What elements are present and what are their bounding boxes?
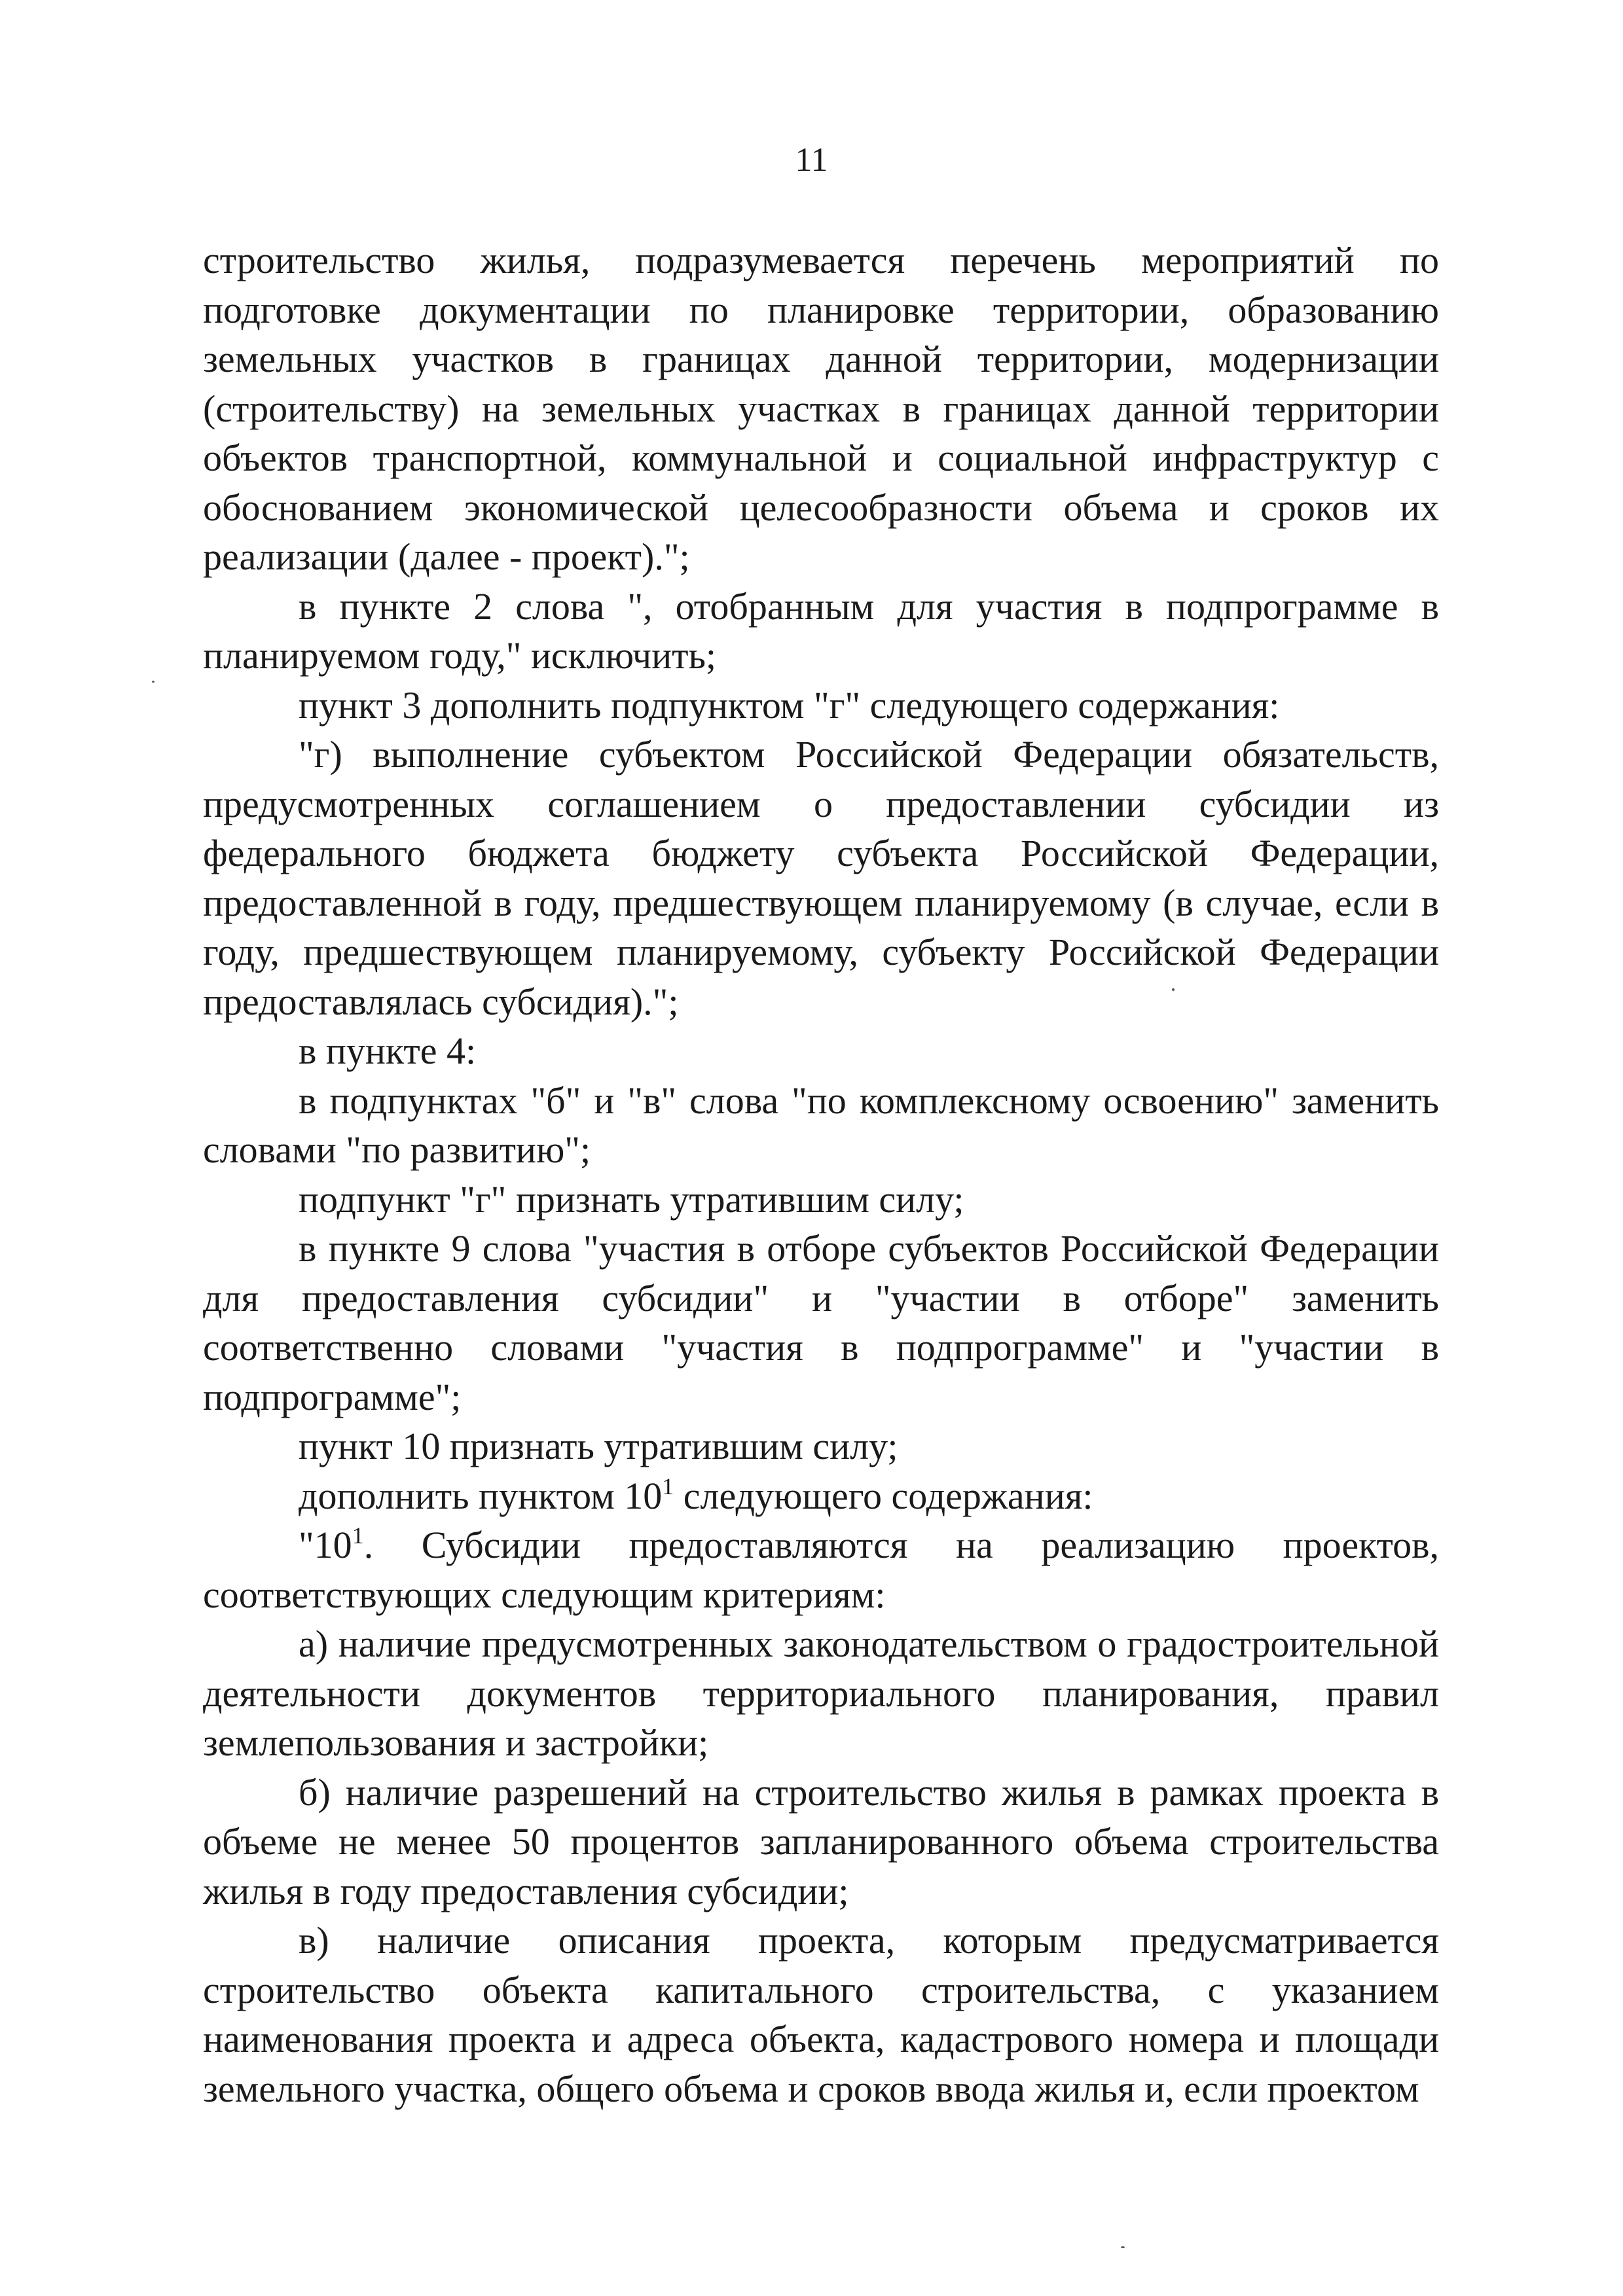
paragraph xyxy=(203,1520,1439,1619)
paragraph-text: "10 xyxy=(299,1524,352,1566)
paragraph: в) наличие описания проекта, которым предусматривается строительство объекта капитального строительства, с указанием наименования проекта и адреса объекта, кадастрового номера и площади земельного участка, общего объема и сроков ввода жилья и, если проектом xyxy=(203,1919,1439,2110)
page-number: 11 xyxy=(795,141,828,179)
paragraph: пункт 10 признать утратившим силу; xyxy=(299,1425,898,1467)
scan-speck xyxy=(152,681,155,683)
paragraph xyxy=(203,1471,1439,1521)
scan-speck xyxy=(1121,2246,1125,2248)
paragraph-text: следующего содержания: xyxy=(674,1474,1093,1517)
superscript: 1 xyxy=(662,1473,674,1499)
paragraph: в пункте 4: xyxy=(299,1030,477,1072)
paragraph: в пункте 9 слова "участия в отборе субъектов Российской Федерации для предоставления субсидии" и "участии в отборе" заменить соответственно словами "участия в подпрограмме" и "участии в подпрограмме"; xyxy=(203,1227,1439,1418)
document-body xyxy=(203,236,1439,2113)
paragraph: пункт 3 дополнить подпунктом "г" следующего содержания: xyxy=(299,683,1280,726)
paragraph: б) наличие разрешений на строительство жилья в рамках проекта в объеме не менее 50 процентов запланированного объема строительства жилья в году предоставления субсидии; xyxy=(203,1770,1439,1912)
paragraph: в подпунктах "б" и "в" слова "по комплексному освоению" заменить словами "по развитию"; xyxy=(203,1079,1439,1171)
paragraph: подпункт "г" признать утратившим силу; xyxy=(299,1177,964,1221)
scan-speck xyxy=(1172,988,1175,991)
superscript: 1 xyxy=(352,1522,364,1549)
paragraph: "г) выполнение субъектом Российской Федерации обязательств, предусмотренных соглашением о предоставлении субсидии из федерального бюджета бюджету субъекта Российской Федерации, предоставленной в году, предшествующем планируемому (в случае, если в году, предшествующем планируемому, субъекту Российской Федерации предоставлялась субсидия)."; xyxy=(203,733,1439,1023)
paragraph-text: . Субсидии предоставляются на реализацию проектов, соответствующих следующим критериям: xyxy=(203,1524,1439,1616)
paragraph: в пункте 2 слова ", отобранным для участия в подпрограмме в планируемом году," исключить; xyxy=(203,584,1439,677)
paragraph: строительство жилья, подразумевается перечень мероприятий по подготовке документации по планировке территории, образованию земельных участков в границах данной территории, модернизации (строительству) на земельных участках в границах данной территории объектов транспортной, коммунальной и социальной инфраструктур с обоснованием экономической целесообразности объема и сроков их реализации (далее - проект)."; xyxy=(203,239,1439,578)
paragraph: а) наличие предусмотренных законодательством о градостроительной деятельности документов территориального планирования, правил землепользования и застройки; xyxy=(203,1623,1439,1764)
paragraph-text: дополнить пунктом 10 xyxy=(299,1474,663,1517)
